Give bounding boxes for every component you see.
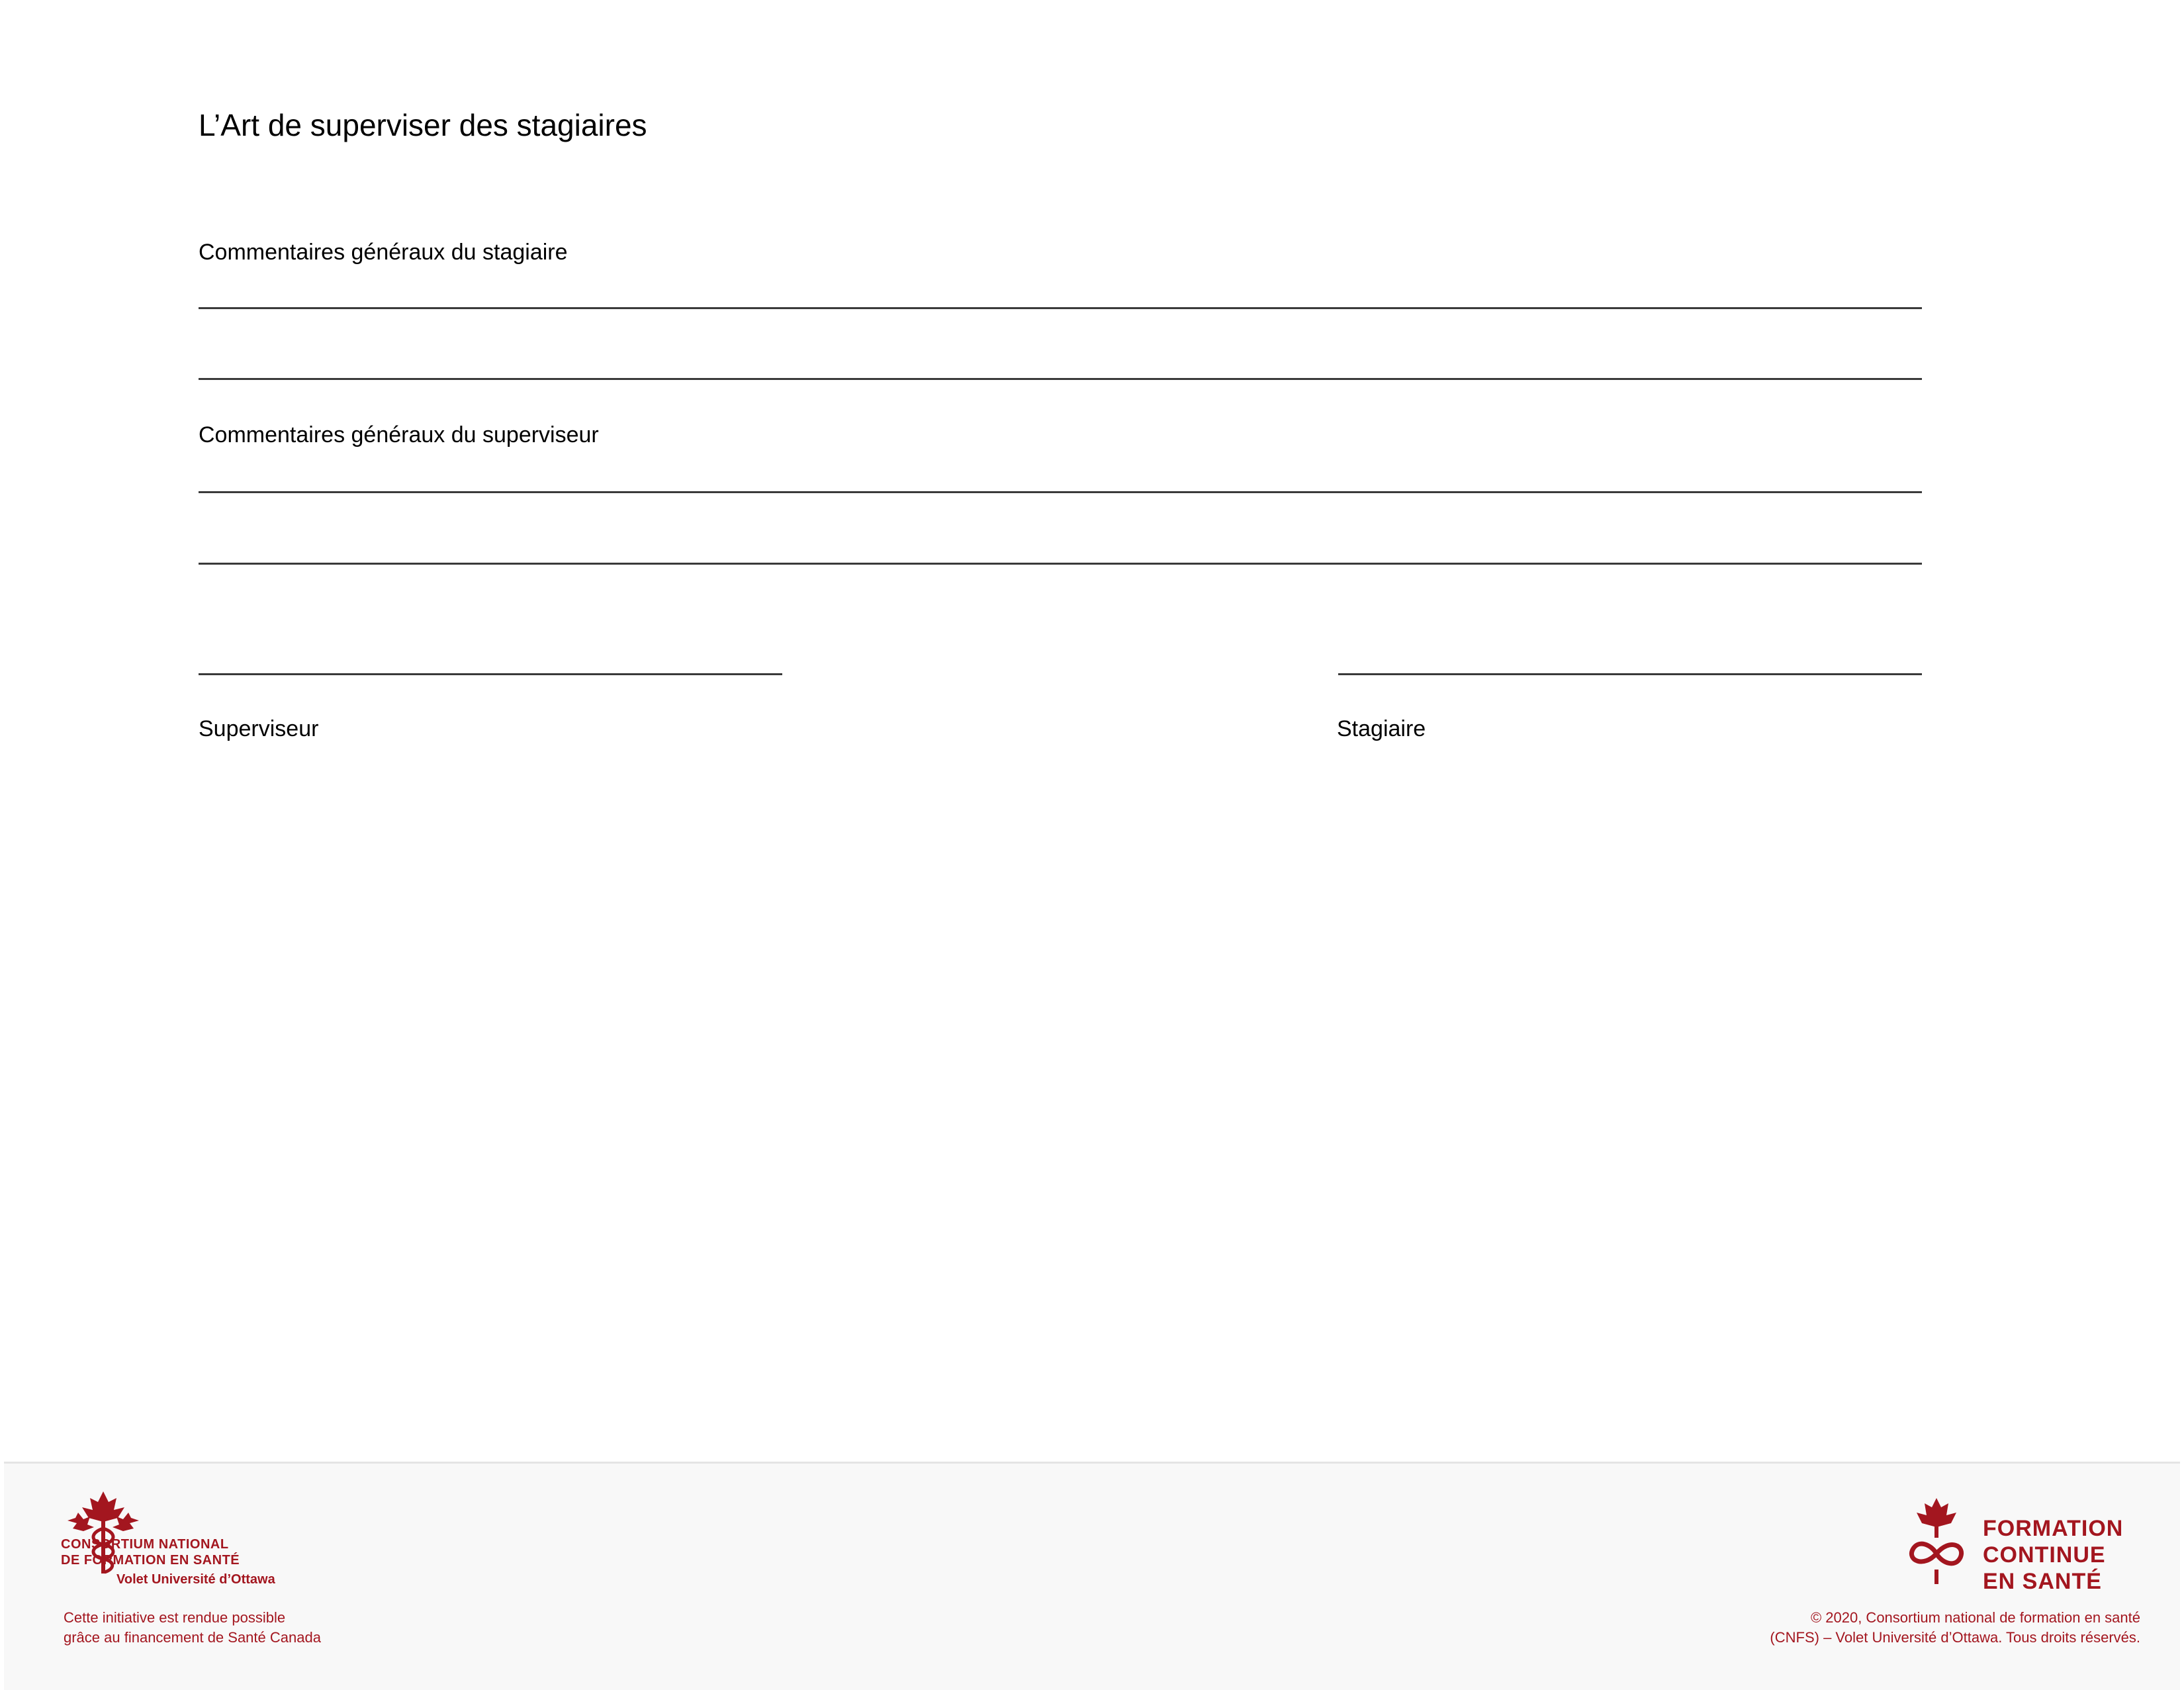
stagiaire-comment-line-2[interactable]	[199, 378, 1922, 380]
superviseur-signature-label: Superviseur	[199, 716, 319, 741]
superviseur-signature-line[interactable]	[199, 673, 782, 675]
page-footer	[4, 1462, 2180, 1690]
stagiaire-signature-label: Stagiaire	[1337, 716, 1426, 741]
formation-continue-name: FORMATION CONTINUE EN SANTÉ	[1983, 1516, 2124, 1594]
cnfs-name: CONSORTIUM NATIONAL DE FORMATION EN SANTÉ	[61, 1537, 240, 1568]
funding-note: Cette initiative est rendue possible grâce au financement de Santé Canada	[64, 1609, 321, 1646]
copyright-notice: © 2020, Consortium national de formation en santé (CNFS) – Volet Université d’Ottawa. Tous droits réservés.	[1770, 1609, 2140, 1646]
superviseur-comment-line-2[interactable]	[199, 563, 1922, 565]
maple-leaf-infinity-icon	[1903, 1497, 1970, 1586]
superviseur-comment-line-1[interactable]	[199, 491, 1922, 493]
cnfs-volet: Volet Université d’Ottawa	[116, 1572, 275, 1587]
document-title: L’Art de superviser des stagiaires	[199, 108, 647, 142]
stagiaire-comments-label: Commentaires généraux du stagiaire	[199, 240, 568, 265]
stagiaire-signature-line[interactable]	[1338, 673, 1922, 675]
stagiaire-comment-line-1[interactable]	[199, 307, 1922, 309]
superviseur-comments-label: Commentaires généraux du superviseur	[199, 422, 599, 447]
